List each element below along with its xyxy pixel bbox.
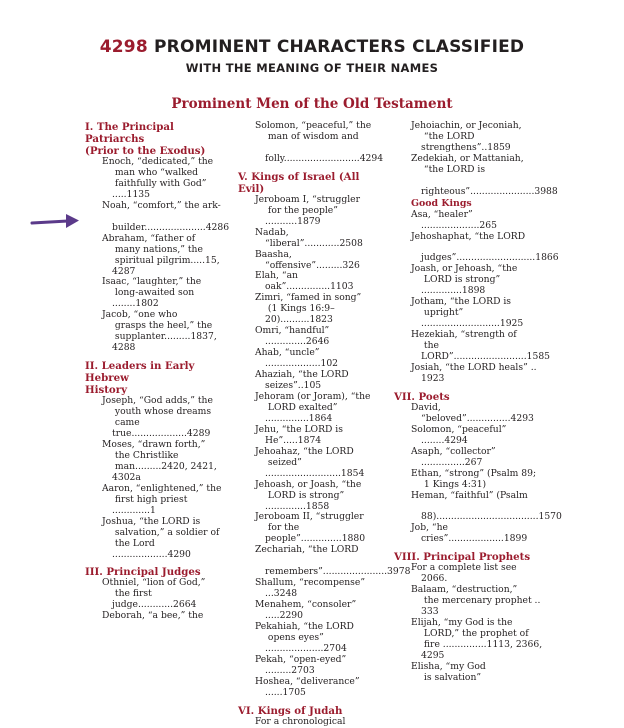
section-title: VII. Poets [394, 390, 450, 403]
entry: Asaph, “collector” ...............267 [411, 445, 499, 468]
entry: Balaam, “destruction,” the mercenary prophet .. 333 [411, 584, 541, 618]
column-2 [238, 120, 411, 728]
entry: Jehoshaphat, “the LORD judges”...........................1866 [411, 230, 559, 264]
entry: Shallum, “recompense” ...3248 [255, 577, 368, 600]
entry: Hezekiah, “strength of the LORD”.........................1585 [411, 329, 551, 363]
entry: Moses, “drawn forth,” the Christlike man.........2420, 2421, 4302a [102, 438, 217, 483]
entry: Ethan, “strong” (Psalm 89; 1 Kings 4:31) [411, 467, 537, 490]
entry: Nadab, “liberal”............2508 [255, 226, 363, 249]
section-title: I. The Principal Patriarchs (Prior to the Exodus) [85, 121, 206, 157]
entry: Solomon, “peaceful” ........4294 [411, 423, 510, 446]
section-title: III. Principal Judges [85, 566, 201, 579]
page-title [0, 37, 624, 57]
entry: Baasha, “offensive”.........326 [255, 248, 360, 271]
section-title: V. Kings of Israel (All Evil) [238, 170, 363, 195]
entry: Hoshea, “deliverance” ......1705 [255, 675, 363, 698]
title-number: 4298 [99, 37, 148, 57]
entry: Jehoiachin, or Jeconiah, “the LORD strengthens”..1859 [411, 120, 522, 153]
entry: Zedekiah, or Mattaniah, “the LORD is righteous”......................3988 [411, 152, 558, 197]
section-heading: Prominent Men of the Old Testament [171, 96, 453, 112]
entry: Ahaziah, “the LORD seizes”..105 [255, 369, 352, 392]
entry: Jehu, “the LORD is He”.....1874 [255, 423, 346, 446]
entry: Enoch, “dedicated,” the man who “walked faithfully with God” .....1135 [102, 156, 214, 200]
entry: Elijah, “my God is the LORD,” the prophet of fire ...............1113, 2366, 4295 [411, 617, 543, 661]
entry: Jehoram (or Joram), “the LORD exalted” ...............1864 [255, 390, 371, 424]
entry: Omri, “handful” ..............2646 [255, 325, 333, 348]
entry: Joash, or Jehoash, “the LORD is strong” ..............1898 [411, 263, 518, 297]
page-subtitle: WITH THE MEANING OF THEIR NAMES [185, 61, 439, 75]
entry: Joshua, “the LORD is salvation,” a soldier of the Lord ...................4290 [102, 515, 220, 560]
entry: Isaac, “laughter,” the long-awaited son ........1802 [102, 276, 202, 310]
entry: Othniel, “lion of God,” the first judge............2664 [102, 577, 206, 611]
entry: Aaron, “enlightened,” the first high priest .............1 [102, 482, 222, 516]
entry: Zechariah, “the LORD remembers”......................3978 [255, 544, 411, 578]
section-title: II. Leaders in Early Hebrew History [85, 360, 195, 397]
entry: Pekah, “open-eyed” .........2703 [255, 653, 350, 676]
entry: Ahab, “uncle” ...................102 [255, 347, 339, 370]
entry: Joseph, “God adds,” the youth whose dreams came true...................4289 [102, 395, 213, 440]
entry: Noah, “comfort,” the ark- builder.....................4286 [102, 199, 230, 233]
section-title: VIII. Principal Prophets [394, 551, 531, 564]
entry: Jehoash, or Joash, “the LORD is strong” ..............1858 [255, 478, 362, 512]
entry: Pekahiah, “the LORD opens eyes” ....................2704 [255, 620, 354, 654]
entry: Jeroboam I, “struggler for the people” ...........1879 [255, 193, 360, 227]
entry: For a complete list see 2066. [411, 562, 520, 585]
entry: Jotham, “the LORD is upright” ...........................1925 [411, 296, 524, 330]
entry: Elah, “an oak”...............1103 [255, 270, 354, 293]
entry: Job, “he cries”...................1899 [411, 522, 528, 545]
subsection-title: Good Kings [411, 197, 472, 209]
entry: Jehoahaz, “the LORD seized” ..........................1854 [255, 445, 365, 479]
column-3 [394, 120, 562, 684]
entry: Abraham, “father of many nations,” the spiritual pilgrim.....15, 4287 [102, 232, 220, 277]
entry: Heman, “faithful” (Psalm 88)...................................1570 [411, 489, 562, 523]
entry: Zimri, “famed in song” (1 Kings 16:9–20)..........1823 [255, 292, 362, 326]
entry: Jeroboam II, “struggler for the people”..............1880 [255, 511, 366, 545]
entry: Elisha, “my God is salvation” [411, 660, 486, 683]
entry: Menahem, “consoler” .....2290 [255, 599, 360, 622]
entry: For a chronological [255, 715, 346, 727]
pointer-arrow-icon [30, 211, 80, 233]
entry: Solomon, “peaceful,” the man of wisdom and folly..........................4294 [255, 120, 384, 164]
entry: Deborah, “a bee,” the [102, 610, 204, 622]
entry: Asa, “healer” ....................265 [411, 208, 497, 231]
entry: David, “beloved”...............4293 [411, 401, 534, 424]
entry: Jacob, “one who grasps the heel,” the supplanter.........1837, 4288 [102, 309, 217, 354]
title-text: PROMINENT CHARACTERS CLASSIFIED [147, 37, 525, 57]
section-title: VI. Kings of Judah [238, 704, 343, 717]
column-1 [85, 121, 230, 622]
entry: Josiah, “the LORD heals” .. 1923 [411, 361, 540, 384]
